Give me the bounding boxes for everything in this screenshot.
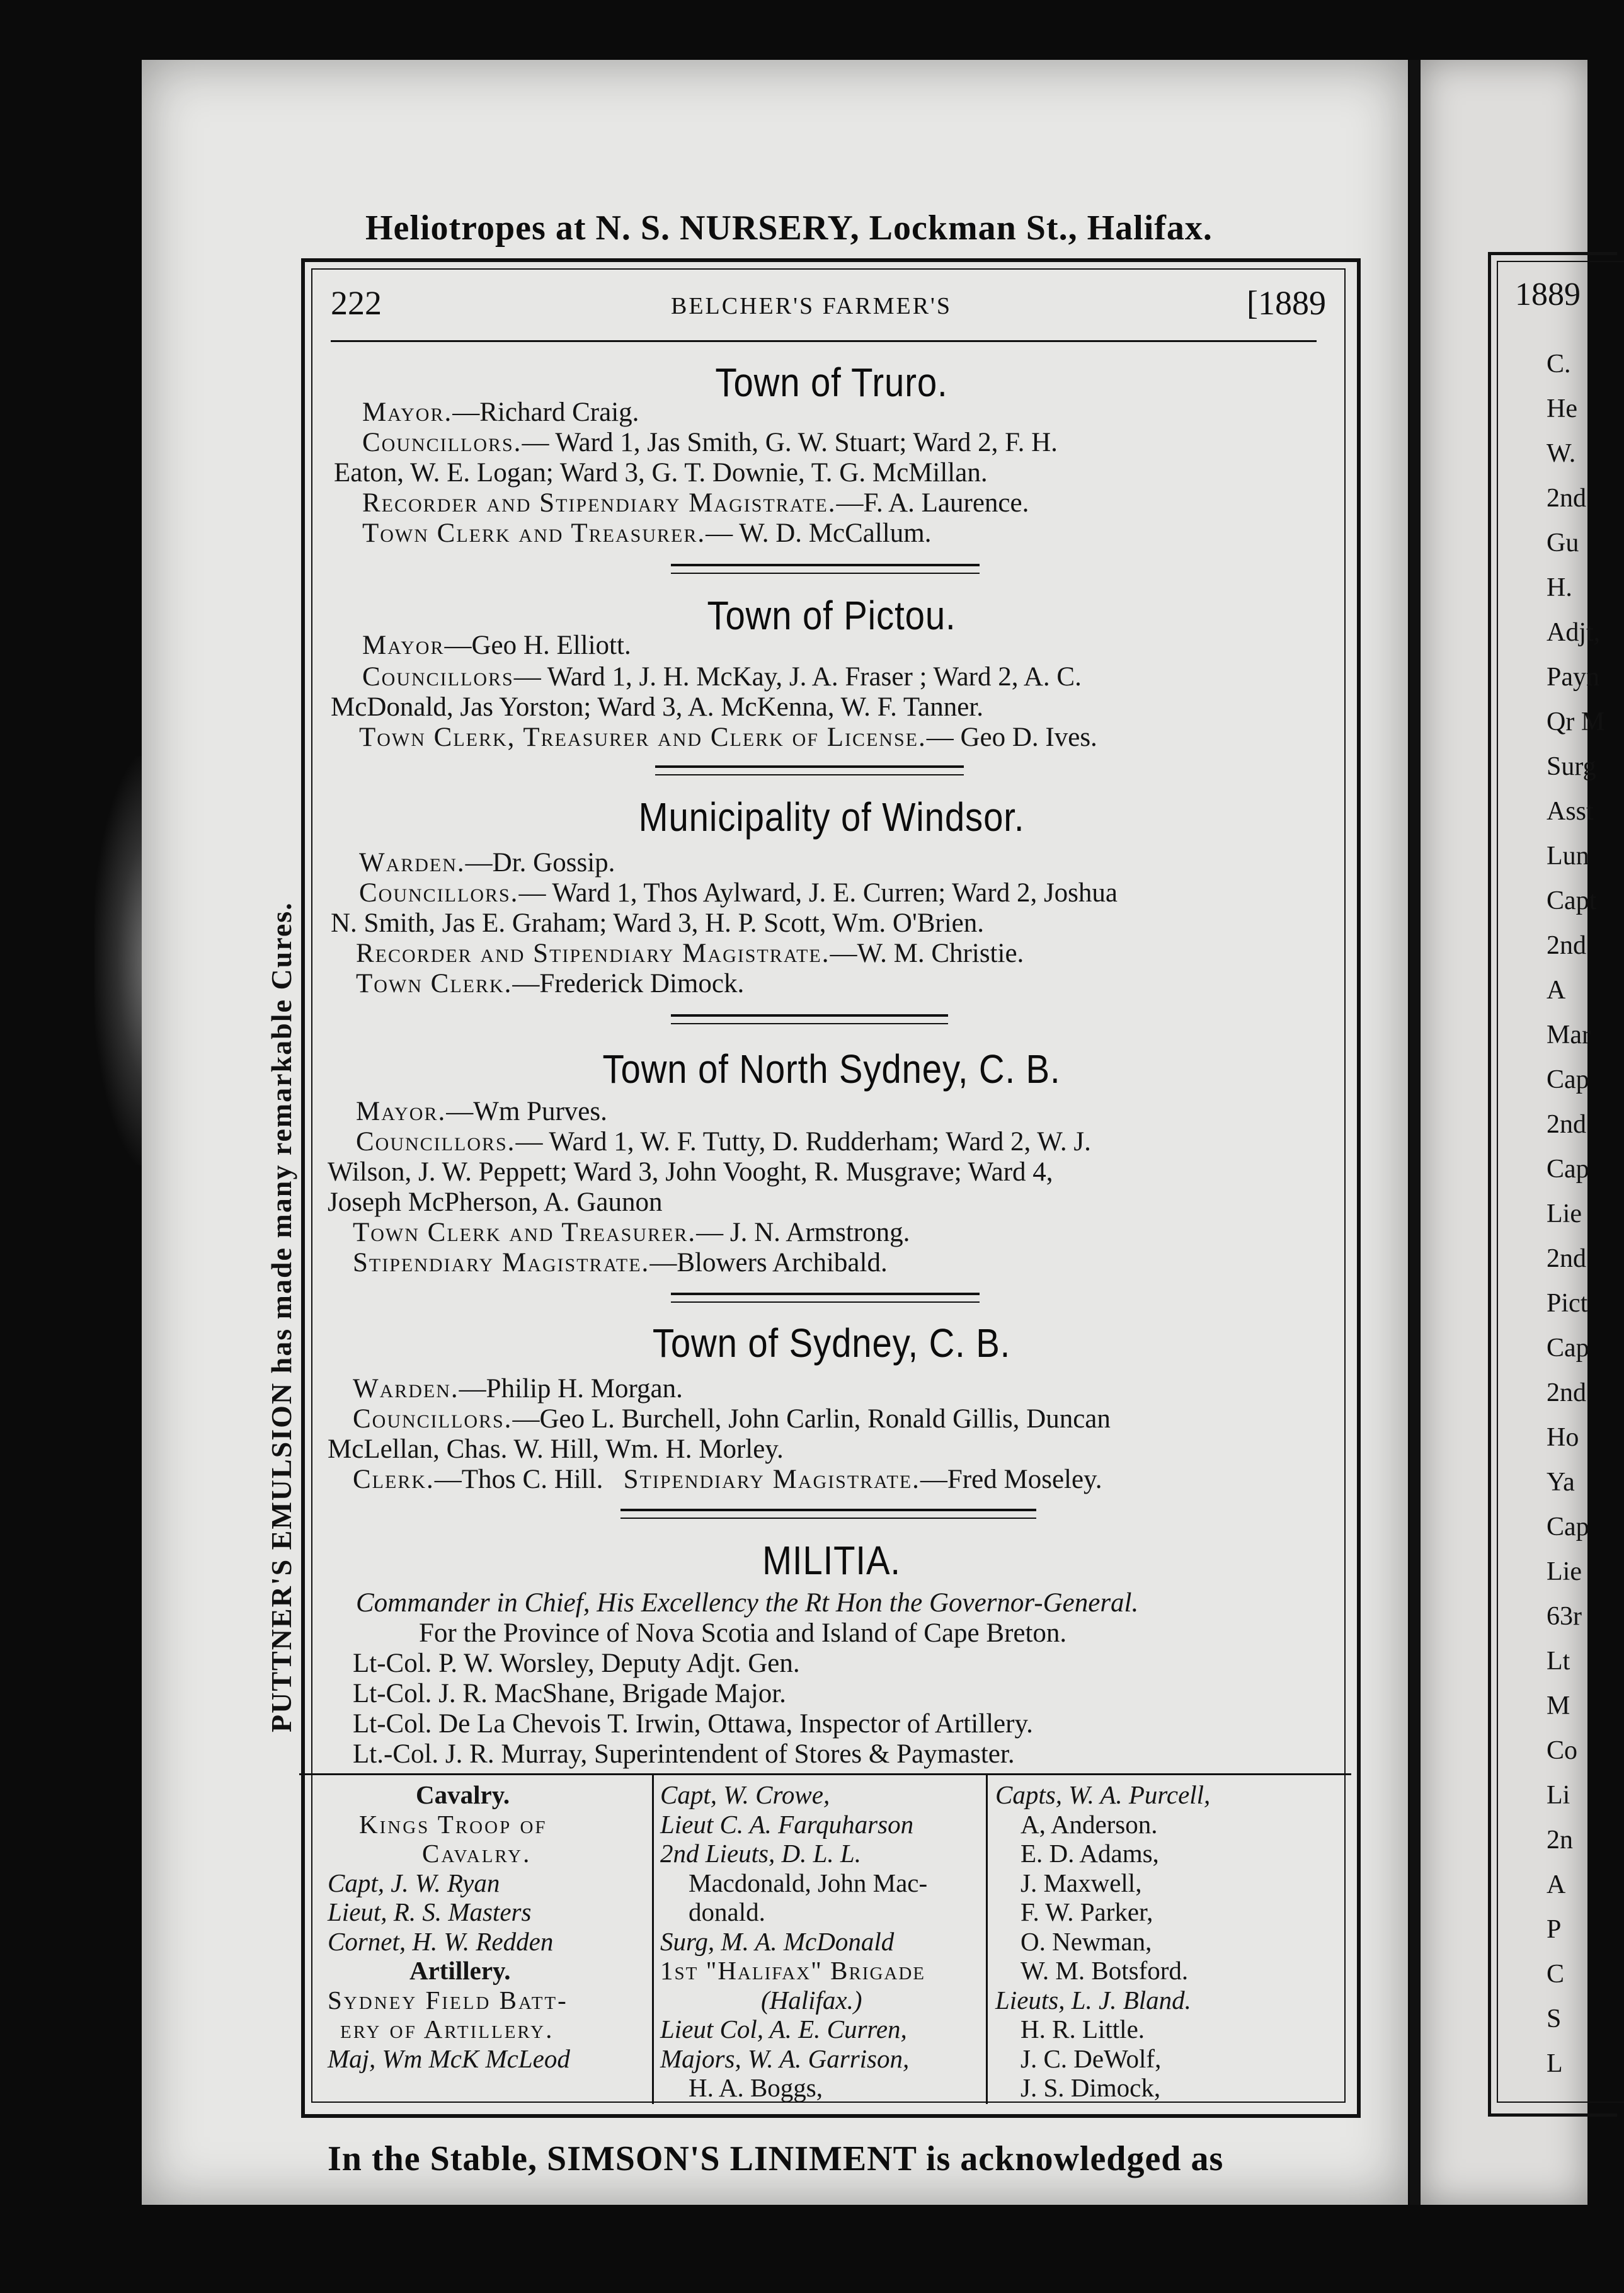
facing-page-fragment: 2nd	[1547, 1378, 1586, 1407]
left-column-line: Cavalry.	[422, 1839, 532, 1868]
facing-page-fragment: Lun	[1547, 842, 1589, 871]
truro-clerk: Town Clerk and Treasurer.— W. D. McCallum.	[362, 518, 932, 548]
right-column-line: E. D. Adams,	[1021, 1839, 1159, 1868]
left-column-line: Cavalry.	[416, 1780, 510, 1809]
running-title: BELCHER'S FARMER'S	[671, 293, 952, 319]
facing-page-fragment: 2nd	[1547, 931, 1586, 960]
middle-column-line: Surg, M. A. McDonald	[660, 1926, 895, 1956]
facing-page-fragment: Ho	[1547, 1423, 1579, 1452]
middle-column-line: Lieut C. A. Farquharson	[660, 1809, 914, 1839]
facing-page-fragment: Mar	[1547, 1021, 1591, 1049]
right-column-line: Capts, W. A. Purcell,	[995, 1780, 1211, 1809]
right-column-line: J. S. Dimock,	[1021, 2073, 1161, 2102]
facing-page-fragment: He	[1547, 394, 1577, 423]
facing-page-fragment: S	[1547, 2004, 1562, 2033]
windsor-warden: Warden.—Dr. Gossip.	[359, 848, 615, 878]
section-title: Town of North Sydney, C. B.	[602, 1046, 1061, 1092]
left-column-line: Maj, Wm McK McLeod	[328, 2044, 570, 2073]
pictou-councillors-1: Councillors— Ward 1, J. H. McKay, J. A. Fraser ; Ward 2, A. C.	[362, 662, 1082, 692]
militia-officer-1: Lt-Col. P. W. Worsley, Deputy Adjt. Gen.	[353, 1649, 800, 1678]
right-column-line: H. R. Little.	[1021, 2015, 1145, 2044]
middle-column-line: Majors, W. A. Garrison,	[660, 2044, 910, 2073]
facing-page-fragment: L	[1547, 2049, 1563, 2078]
militia-commander: Commander in Chief, His Excellency the Rt Hon the Governor-General.	[356, 1588, 1139, 1618]
left-column-line: ery of Artillery.	[340, 2015, 554, 2044]
north-sydney-mayor: Mayor.—Wm Purves.	[356, 1097, 607, 1126]
pictou-mayor: Mayor—Geo H. Elliott.	[362, 631, 631, 660]
facing-page-fragment: Payn	[1547, 663, 1599, 692]
windsor-councillors-1: Councillors.— Ward 1, Thos Aylward, J. E. Curren; Ward 2, Joshua	[359, 878, 1118, 908]
militia-officer-3: Lt-Col. De La Chevois T. Irwin, Ottawa, Inspector of Artillery.	[353, 1709, 1033, 1739]
windsor-councillors-2: N. Smith, Jas E. Graham; Ward 3, H. P. Scott, Wm. O'Brien.	[331, 908, 985, 938]
facing-page-fragment: Gu	[1547, 529, 1579, 558]
section-separator	[620, 1509, 1036, 1519]
militia-officer-2: Lt-Col. J. R. MacShane, Brigade Major.	[353, 1679, 786, 1708]
header-rule	[331, 340, 1317, 342]
right-column-line: A, Anderson.	[1021, 1809, 1158, 1839]
page-year: [1889	[1247, 284, 1326, 322]
middle-column-line: H. A. Boggs,	[689, 2073, 823, 2102]
facing-page-fragment: Cap	[1547, 1512, 1589, 1541]
facing-page-fragment: Qr M	[1547, 707, 1605, 736]
facing-page-fragment: M	[1547, 1691, 1570, 1720]
middle-column-line: 1st "Halifax" Brigade	[660, 1956, 925, 1985]
truro-recorder: Recorder and Stipendiary Magistrate.—F. A. Laurence.	[362, 488, 1029, 518]
section-title: Town of Truro.	[715, 360, 948, 405]
top-advertisement: Heliotropes at N. S. NURSERY, Lockman St., Halifax.	[365, 209, 1213, 248]
left-column-line: Sydney Field Batt-	[328, 1985, 568, 2015]
running-header	[331, 283, 1332, 334]
facing-page-fragment: Lie	[1547, 1557, 1582, 1586]
table-top-rule	[299, 1773, 1351, 1775]
sydney-warden: Warden.—Philip H. Morgan.	[353, 1374, 683, 1404]
section-separator	[671, 564, 980, 574]
north-sydney-clerk: Town Clerk and Treasurer.— J. N. Armstrong.	[353, 1218, 910, 1247]
right-column-line: W. M. Botsford.	[1021, 1956, 1189, 1985]
middle-column-line: (Halifax.)	[761, 1985, 862, 2015]
middle-column-line: donald.	[689, 1897, 765, 1926]
facing-page-fragment: Cap	[1547, 1065, 1589, 1094]
middle-column-line: Capt, W. Crowe,	[660, 1780, 830, 1809]
page-gutter	[1410, 60, 1420, 2205]
truro-councillors-1: Councillors.— Ward 1, Jas Smith, G. W. Stuart; Ward 2, F. H.	[362, 428, 1058, 457]
sydney-councillors-2: McLellan, Chas. W. Hill, Wm. H. Morley.	[328, 1434, 784, 1464]
middle-column-line: 2nd Lieuts, D. L. L.	[660, 1839, 861, 1868]
facing-page-fragment: Co	[1547, 1736, 1578, 1765]
facing-page-fragment: P	[1547, 1915, 1562, 1944]
facing-page-fragment: Cap	[1547, 1155, 1589, 1184]
sydney-clerk: Clerk.—Thos C. Hill. Stipendiary Magistrate.—Fred Moseley.	[353, 1465, 1102, 1494]
facing-page-fragment: 2nd	[1547, 1244, 1586, 1273]
pictou-clerk: Town Clerk, Treasurer and Clerk of License.— Geo D. Ives.	[359, 723, 1097, 752]
facing-page-fragment: Pict	[1547, 1289, 1588, 1318]
right-column-line: O. Newman,	[1021, 1926, 1152, 1956]
facing-page-fragment: 2nd	[1547, 1110, 1586, 1139]
facing-page-fragment: Adjt,	[1547, 618, 1601, 647]
facing-page-fragment: A	[1547, 1870, 1566, 1899]
section-separator	[671, 1293, 980, 1303]
facing-page-fragment: Lie	[1547, 1199, 1582, 1228]
side-advertisement: PUTTNER'S EMULSION has made many remarkable Cures.	[265, 901, 297, 1732]
truro-mayor: Mayor.—Richard Craig.	[362, 397, 639, 427]
section-title: Town of Sydney, C. B.	[652, 1320, 1011, 1366]
right-column-line: F. W. Parker,	[1021, 1897, 1153, 1926]
column-divider	[986, 1773, 988, 2104]
section-title: MILITIA.	[762, 1538, 901, 1583]
facing-page-fragment: 2nd	[1547, 484, 1586, 513]
facing-page-fragment: Capt	[1547, 886, 1597, 915]
militia-officer-4: Lt.-Col. J. R. Murray, Superintendent of Stores & Paymaster.	[353, 1739, 1015, 1769]
bottom-advertisement: In the Stable, SIMSON'S LINIMENT is acknowledged as	[328, 2139, 1224, 2178]
middle-column-line: Lieut Col, A. E. Curren,	[660, 2015, 907, 2044]
facing-page-fragment: A	[1547, 976, 1566, 1005]
right-column-line: Lieuts, L. J. Bland.	[995, 1985, 1191, 2015]
left-column-line: Lieut, R. S. Masters	[328, 1897, 532, 1926]
section-title: Town of Pictou.	[707, 593, 956, 638]
facing-page-fragment: Li	[1547, 1781, 1570, 1810]
facing-page-fragment: C.	[1547, 350, 1571, 379]
facing-page-fragment: Cap	[1547, 1334, 1589, 1363]
militia-province: For the Province of Nova Scotia and Island of Cape Breton.	[419, 1618, 1067, 1648]
section-separator	[671, 1014, 948, 1024]
left-column-line: Capt, J. W. Ryan	[328, 1868, 500, 1897]
left-column-line: Artillery.	[409, 1956, 511, 1985]
middle-column-line: Macdonald, John Mac-	[689, 1868, 928, 1897]
windsor-recorder: Recorder and Stipendiary Magistrate.—W. M. Christie.	[356, 939, 1024, 968]
facing-page-fragment: Lt	[1547, 1647, 1570, 1676]
north-sydney-councillors-1: Councillors.— Ward 1, W. F. Tutty, D. Rudderham; Ward 2, W. J.	[356, 1127, 1091, 1157]
north-sydney-councillors-3: Joseph McPherson, A. Gaunon	[328, 1187, 663, 1217]
facing-page-fragment: Ya	[1547, 1468, 1575, 1497]
facing-page-fragment: Surg	[1547, 752, 1596, 781]
facing-page-fragment: H.	[1547, 573, 1572, 602]
column-divider	[652, 1773, 654, 2104]
facing-page-fragment: W.	[1547, 439, 1576, 468]
truro-councillors-2: Eaton, W. E. Logan; Ward 3, G. T. Downie, T. G. McMillan.	[334, 458, 988, 488]
facing-page-year: 1889	[1515, 277, 1581, 312]
facing-page-fragment: C	[1547, 1960, 1565, 1989]
right-column-line: J. Maxwell,	[1021, 1868, 1142, 1897]
windsor-clerk: Town Clerk.—Frederick Dimock.	[356, 969, 745, 998]
right-column-line: J. C. DeWolf,	[1021, 2044, 1162, 2073]
facing-page-fragment: Asst	[1547, 797, 1594, 826]
left-column-line: Kings Troop of	[359, 1809, 547, 1839]
north-sydney-councillors-2: Wilson, J. W. Peppett; Ward 3, John Vooght, R. Musgrave; Ward 4,	[328, 1157, 1053, 1187]
pictou-councillors-2: McDonald, Jas Yorston; Ward 3, A. McKenna, W. F. Tanner.	[331, 692, 983, 722]
section-title: Municipality of Windsor.	[638, 794, 1025, 840]
facing-page-fragment: 63r	[1547, 1602, 1582, 1631]
section-separator	[655, 765, 964, 775]
north-sydney-magistrate: Stipendiary Magistrate.—Blowers Archibald.	[353, 1248, 888, 1278]
sydney-councillors-1: Councillors.—Geo L. Burchell, John Carlin, Ronald Gillis, Duncan	[353, 1404, 1111, 1434]
page-number: 222	[331, 284, 382, 322]
facing-page-fragment: 2n	[1547, 1826, 1573, 1855]
left-column-line: Cornet, H. W. Redden	[328, 1926, 554, 1956]
